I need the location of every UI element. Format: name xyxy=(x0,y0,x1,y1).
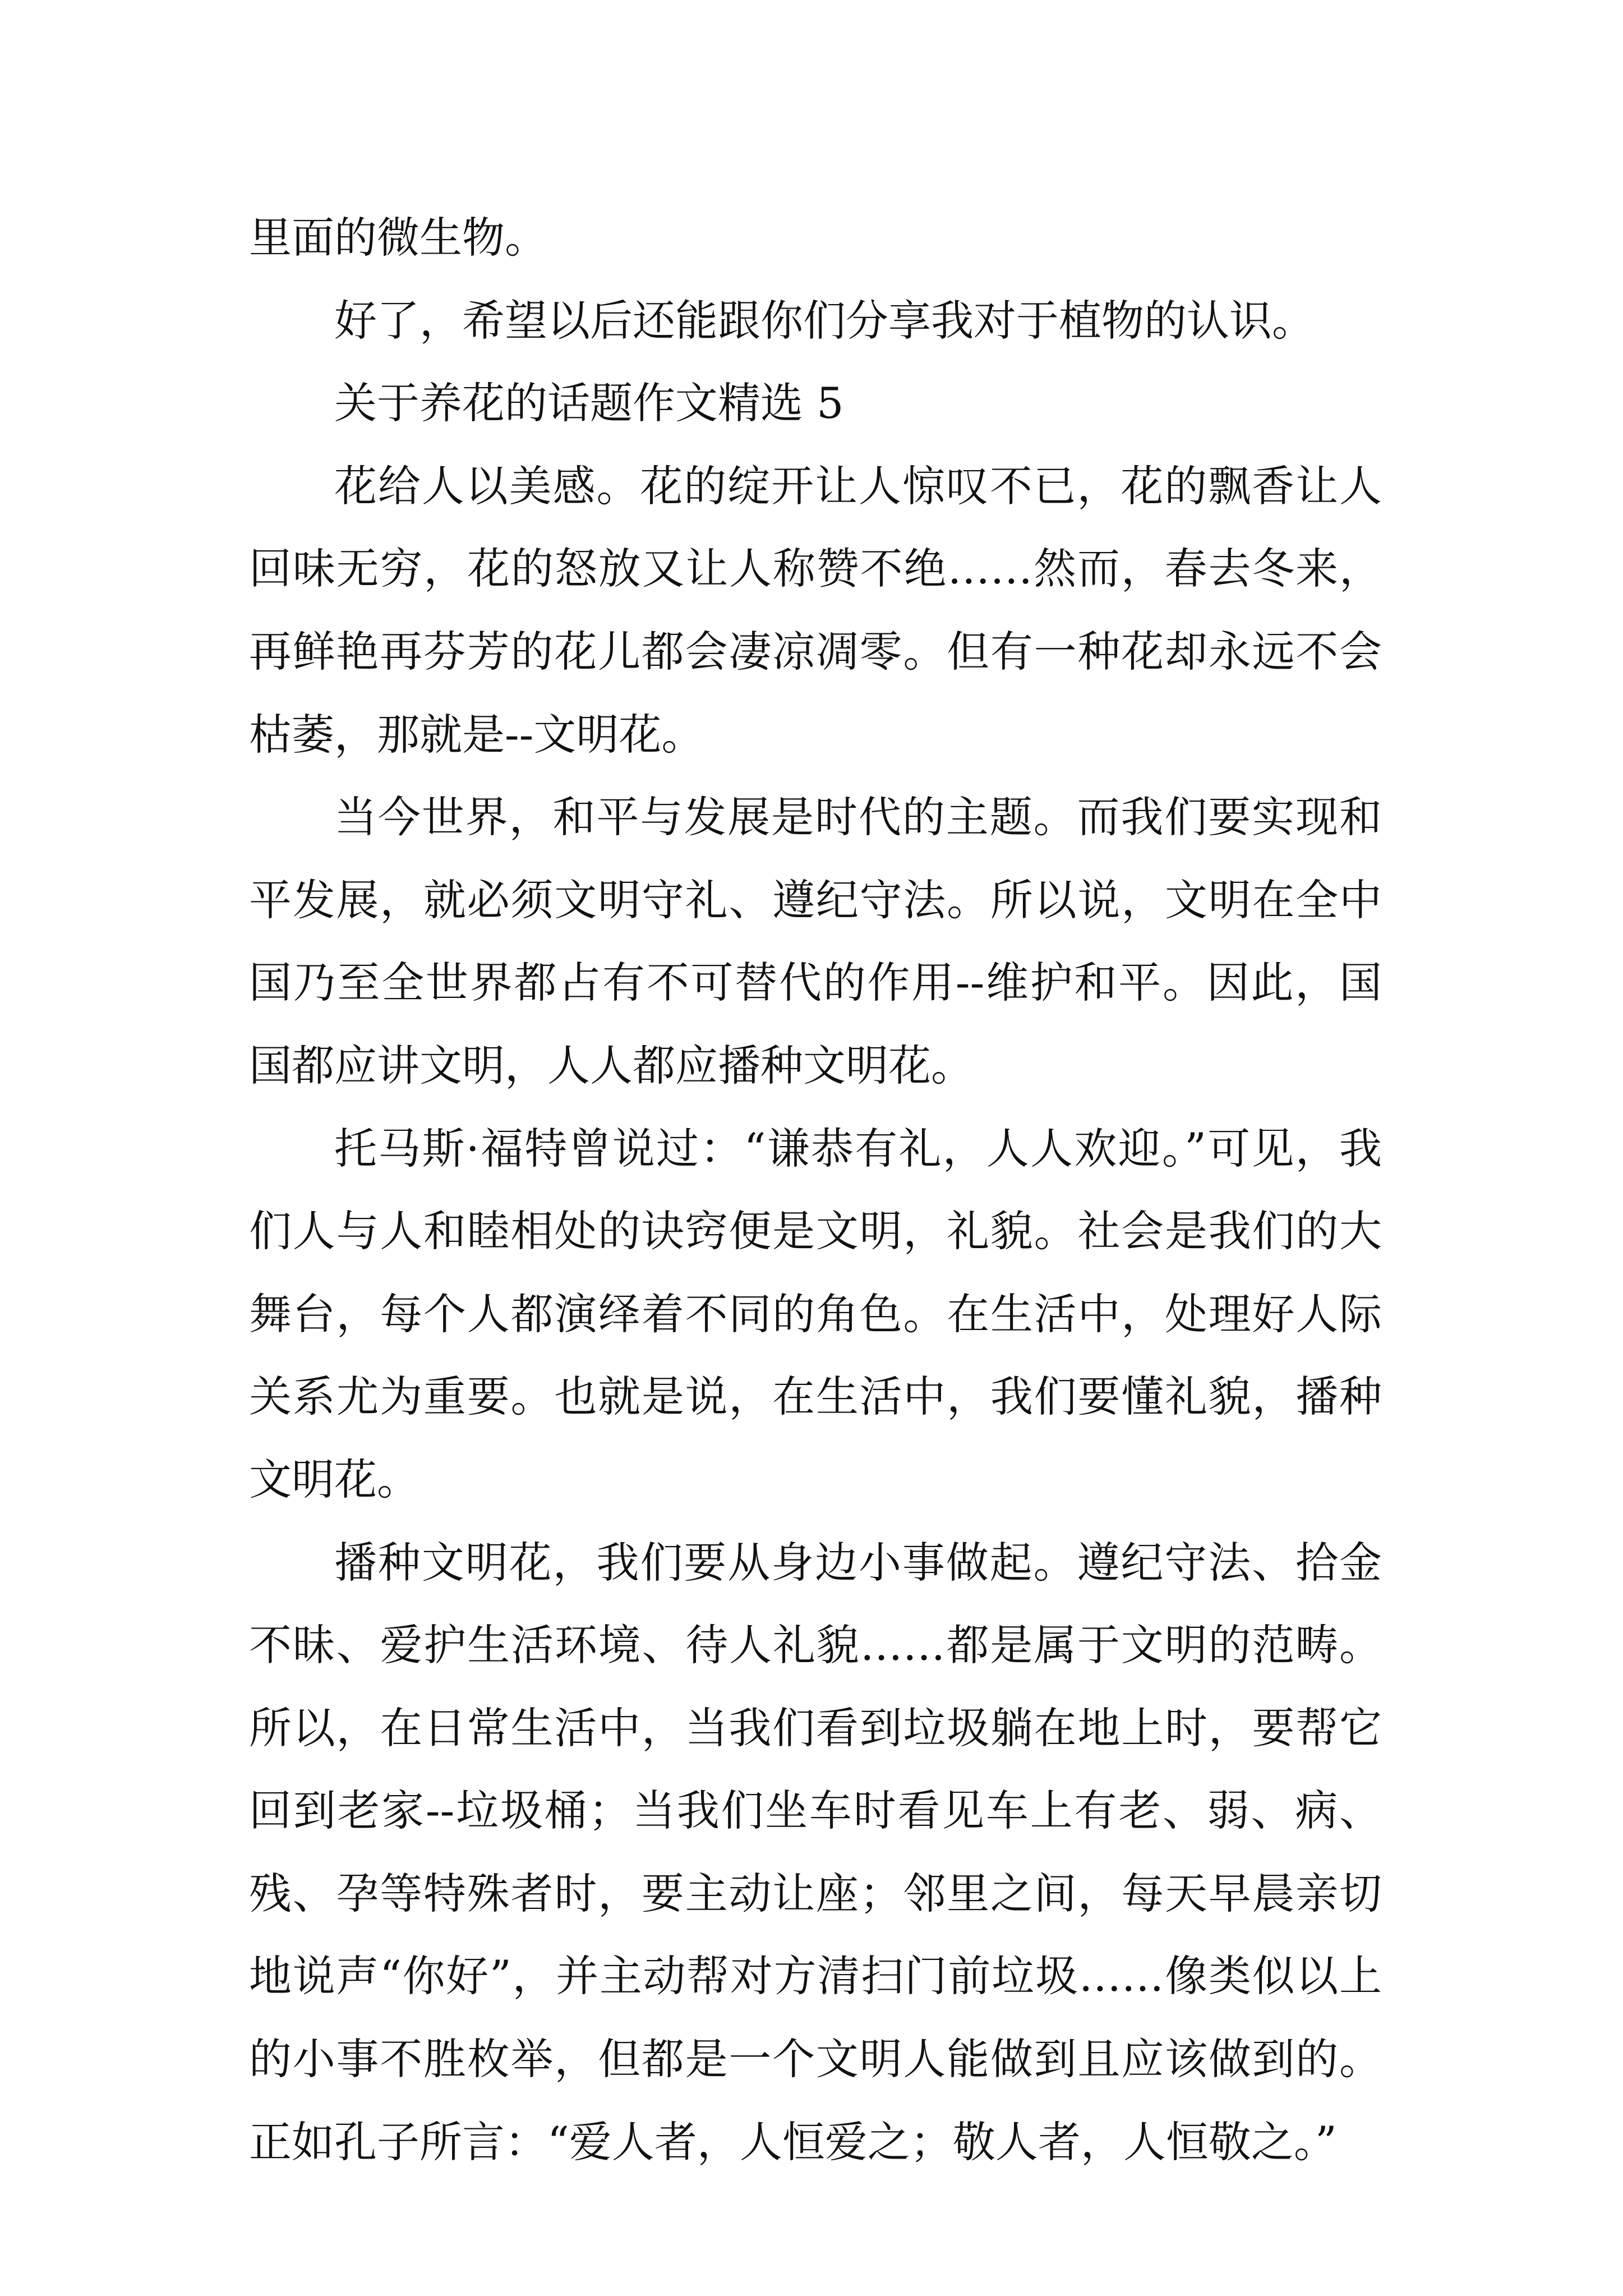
paragraph: 当今世界，和平与发展是时代的主题。而我们要实现和平发展，就必须文明守礼、遵纪守法。所以说，文明在全中国乃至全世界都占有不可替代的作用--维护和平。因此，国国都应讲文明，人人都应播种文明花。 xyxy=(249,792,1382,1091)
paragraph: 播种文明花，我们要从身边小事做起。遵纪守法、拾金不昧、爱护生活环境、待人礼貌……都是属于文明的范畴。所以，在日常生活中，当我们看到垃圾躺在地上时，要帮它回到老家--垃圾桶；当我们坐车时看见车上有老、弱、病、残、孕等特殊者时，要主动让座；邻里之间，每天早晨亲切地说声“你好”，并主动帮对方清扫门前垃圾……像类似以上的小事不胜枚举，但都是一个文明人能做到且应该做到的。正如孔子所言：“爱人者，人恒爱之；敬人者，人恒敬之。” xyxy=(249,1537,1382,2167)
essay-body xyxy=(249,196,1382,2183)
paragraph: 花给人以美感。花的绽开让人惊叹不已，花的飘香让人回味无穷，花的怒放又让人称赞不绝……然而，春去冬来，再鲜艳再芬芳的花儿都会凄凉凋零。但有一种花却永远不会枯萎，那就是--文明花。 xyxy=(249,461,1382,760)
essay-title: 关于养花的话题作文精选 5 xyxy=(334,378,844,429)
paragraph: 托马斯·福特曾说过：“谦恭有礼，人人欢迎。”可见，我们人与人和睦相处的诀窍便是文明，礼貌。社会是我们的大舞台，每个人都演绎着不同的角色。在生活中，处理好人际关系尤为重要。也就是说，在生活中，我们要懂礼貌，播种文明花。 xyxy=(249,1123,1382,1504)
paragraph-closing: 好了，希望以后还能跟你们分享我对于植物的认识。 xyxy=(334,295,1315,346)
paragraph-continuation: 里面的微生物。 xyxy=(249,213,547,263)
